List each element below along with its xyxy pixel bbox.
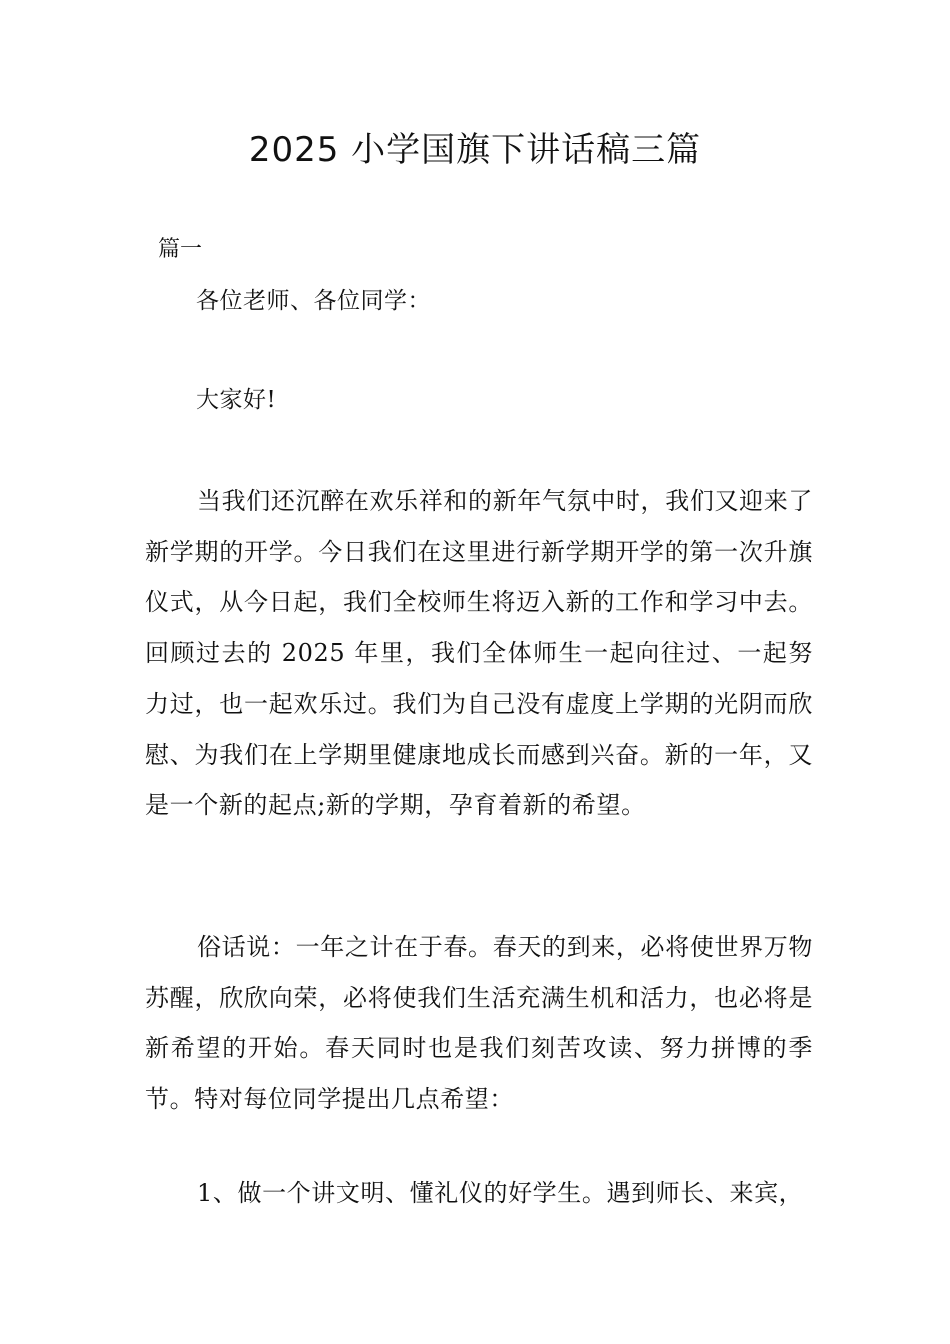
paragraph-1: 当我们还沉醉在欢乐祥和的新年气氛中时，我们又迎来了新学期的开学。今日我们在这里进行新学期开学的第一次升旗仪式，从今日起，我们全校师生将迈入新的工作和学习中去。回顾过去的 2025 年里，我们全体师生一起向往过、一起努力过，也一起欢乐过。我们为自己没有虚度上学期的光阴而欣慰、为我们在上学期里健康地成长而感到兴奋。新的一年，又是一个新的起点;新的学期，孕育着新的希望。 [145,487,813,820]
section-label: 篇一 [158,237,203,262]
document-title: 2025 小学国旗下讲话稿三篇 [248,130,702,170]
paragraph-3: 1、做一个讲文明、懂礼仪的好学生。遇到师长、来宾， [197,1179,804,1207]
salutation: 各位老师、各位同学： [196,288,431,314]
greeting: 大家好! [196,387,277,413]
paragraph-2: 俗话说：一年之计在于春。春天的到来，必将使世界万物苏醒，欣欣向荣，必将使我们生活充满生机和活力，也必将是新希望的开始。春天同时也是我们刻苦攻读、努力拼博的季节。特对每位同学提出几点希望： [145,933,813,1114]
